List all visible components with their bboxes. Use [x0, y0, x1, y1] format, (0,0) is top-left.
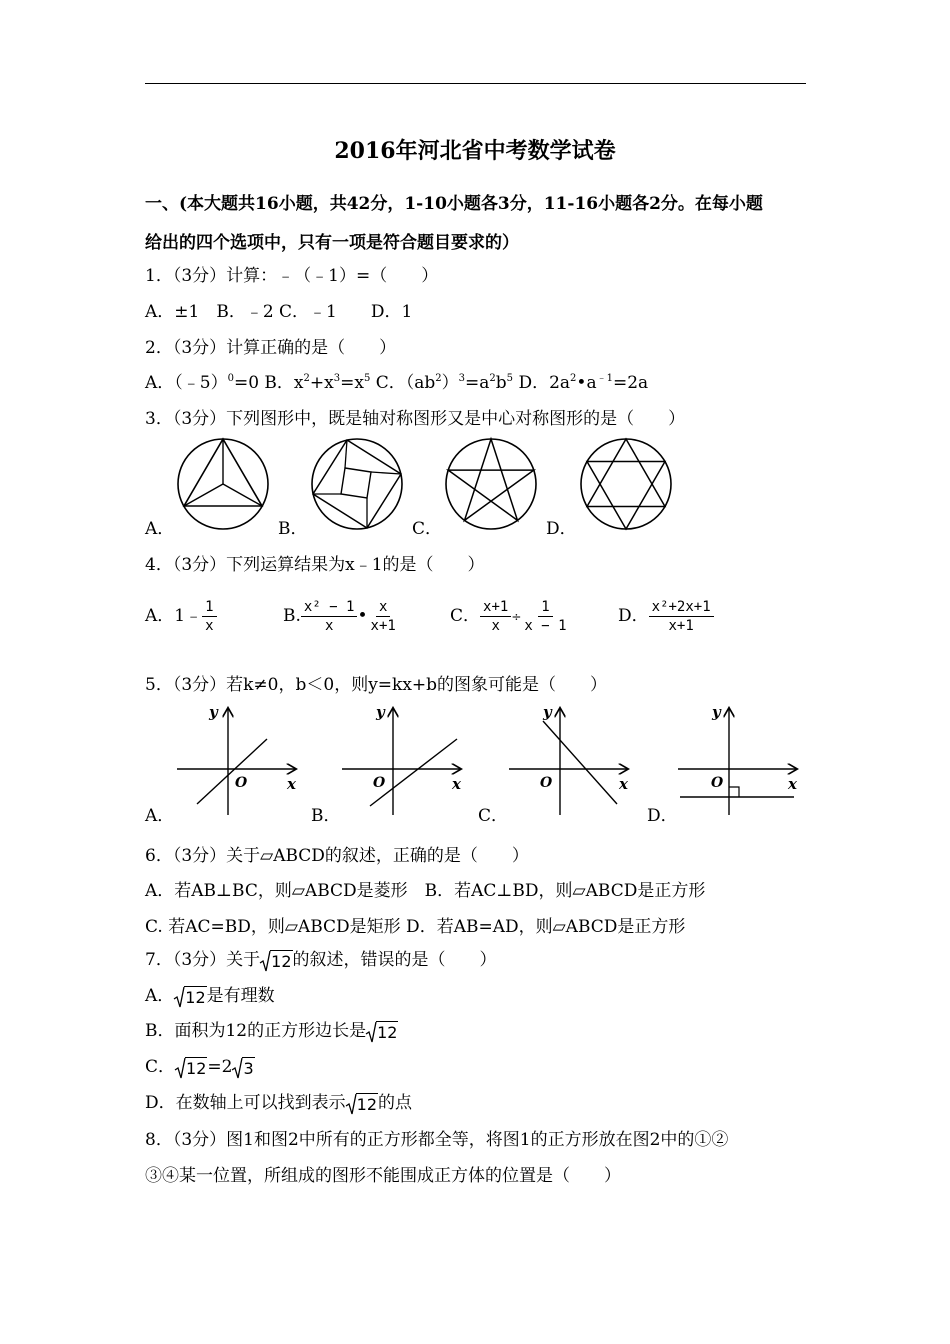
q5-graph-a [175, 703, 305, 818]
x-axis-label: x [287, 775, 296, 793]
q4-option-d: D． $\frac{\text{x²+2x+1}}{x+1}$ [618, 598, 714, 635]
q3-figure-b-squares-in-circle [309, 436, 405, 532]
q4-stem: 4．（3分）下列运算结果为x﹣1的是（ ） [145, 555, 485, 575]
q1-stem: 1．（3分）计算：﹣（﹣1）=（ ） [145, 266, 439, 286]
q8-stem-line2: ③④某一位置，所组成的图形不能围成正方体的位置是（ ） [145, 1166, 621, 1186]
q3-figure-d-hexagram-in-circle [578, 436, 674, 532]
sqrt-12: 12 [175, 1057, 207, 1079]
q3-figure-a-triangle-in-circle [175, 436, 271, 532]
q3-label-a: A． [145, 519, 175, 539]
q5-graph-b [340, 703, 470, 818]
q2-options: A．（﹣5）$^0$=0 B．$x^2+x^3=x^5$ C．$(ab^2)^3=a^2b^5$ D．$2a^2•a^{﹣1}=2a$ [145, 373, 649, 393]
q2-stem: 2．（3分）计算正确的是（ ） [145, 338, 397, 358]
q7-option-b: B．面积为12的正方形边长是 12 [145, 1021, 398, 1042]
x-axis-label: x [619, 775, 628, 793]
q8-stem-line1: 8．（3分）图1和图2中所有的正方形都全等，将图1的正方形放在图2中的①② [145, 1130, 729, 1150]
q4-option-c: C． $\frac{x+1}{x}$ ÷ $\frac{1}{x - 1}$ [450, 599, 567, 634]
y-axis-label: y [543, 703, 552, 721]
q5-graph-c [507, 703, 637, 818]
sqrt-12: 12 [174, 986, 206, 1008]
sqrt-12: 12 [260, 950, 292, 972]
y-axis-label: y [712, 703, 721, 721]
q6-options-line1: A．若AB⊥BC，则▱ABCD是菱形 B．若AC⊥BD，则▱ABCD是正方形 [145, 881, 706, 901]
q5-label-d: D． [647, 806, 678, 826]
q6-options-line2: C. 若AC=BD，则▱ABCD是矩形 D．若AB=AD，则▱ABCD是正方形 [145, 917, 686, 937]
sqrt-3: 3 [232, 1057, 254, 1079]
section-header-line1: 一、(本大题共16小题，共42分，1-10小题各3分，11-16小题各2分。在每小题 [145, 194, 763, 214]
q7-stem: 7．（3分）关于 12 的叙述，错误的是（ ） [145, 950, 497, 971]
origin-label: O [235, 775, 248, 791]
top-rule [145, 83, 806, 84]
q5-graph-d [676, 703, 806, 818]
q3-figure-c-pentagram-in-circle [443, 436, 539, 532]
sqrt-12: 12 [366, 1021, 398, 1043]
q5-stem: 5．（3分）若k≠0，b＜0，则y=kx+b的图象可能是（ ） [145, 675, 608, 695]
q7-option-c: C． 12 =2 3 [145, 1057, 254, 1078]
origin-label: O [540, 775, 553, 791]
q3-label-b: B． [278, 519, 308, 539]
x-axis-label: x [788, 775, 797, 793]
y-axis-label: y [209, 703, 218, 721]
q3-label-c: C． [412, 519, 443, 539]
y-axis-label: y [376, 703, 385, 721]
q3-label-d: D． [546, 519, 577, 539]
page-title: 2016年河北省中考数学试卷 [334, 138, 616, 164]
origin-label: O [711, 775, 724, 791]
q1-options: A．±1 B．﹣2 C．﹣1 D．1 [145, 302, 413, 322]
section-header-line2: 给出的四个选项中，只有一项是符合题目要求的） [145, 233, 519, 253]
q4-option-a: A．1﹣ $\frac{1}{x}$ [145, 598, 217, 635]
q6-stem: 6．（3分）关于▱ABCD的叙述，正确的是（ ） [145, 846, 529, 866]
q7-option-d: D．在数轴上可以找到表示 12 的点 [145, 1093, 412, 1114]
sqrt-12: 12 [346, 1093, 378, 1115]
q5-label-b: B． [311, 806, 341, 826]
q7-option-a: A． 12 是有理数 [145, 986, 275, 1007]
q3-stem: 3．（3分）下列图形中，既是轴对称图形又是中心对称图形的是（ ） [145, 409, 686, 429]
q5-label-a: A． [145, 806, 175, 826]
x-axis-label: x [452, 775, 461, 793]
origin-label: O [373, 775, 386, 791]
q4-option-b: B. $\frac{\text{x² − 1}}{x}$ • $\frac{x}{x+1}$ [283, 599, 396, 634]
q5-label-c: C． [478, 806, 509, 826]
